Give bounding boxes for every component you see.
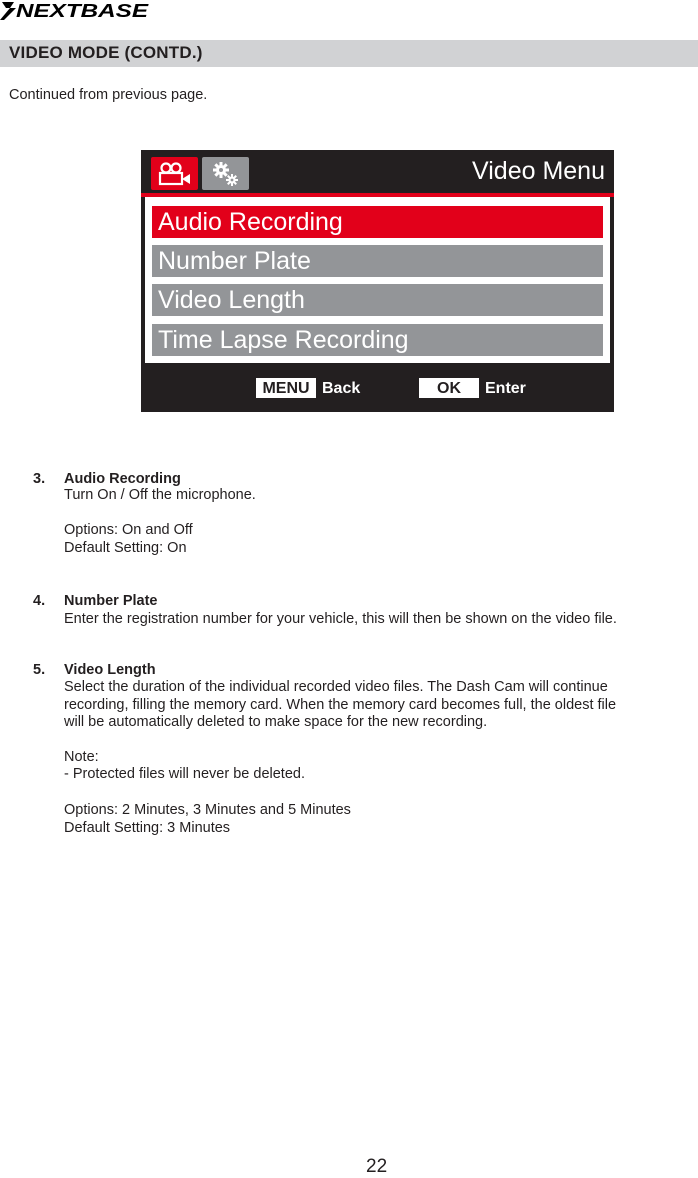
- section-default: Default Setting: On: [64, 540, 187, 556]
- section-default: Default Setting: 3 Minutes: [64, 820, 231, 836]
- note-text: - Protected files will never be deleted.: [64, 766, 305, 782]
- menu-item-time-lapse-recording: Time Lapse Recording: [152, 324, 603, 356]
- section-title-number-plate: Number Plate: [64, 593, 158, 609]
- svg-text:NEXTBASE: NEXTBASE: [16, 1, 150, 21]
- section-number: 3.: [33, 471, 46, 487]
- section-options: Options: On and Off: [64, 522, 193, 538]
- page-number: 22: [366, 1156, 388, 1177]
- menu-item-number-plate: Number Plate: [152, 245, 603, 277]
- menu-item-audio-recording: Audio Recording: [152, 206, 603, 238]
- section-number: 5.: [33, 662, 46, 678]
- screen-header: [141, 150, 614, 196]
- section-options: Options: 2 Minutes, 3 Minutes and 5 Minutes: [64, 802, 351, 818]
- screen-footer: [141, 364, 614, 412]
- menu-list: [145, 197, 610, 363]
- tab-video-mode: [151, 157, 198, 190]
- section-title-audio-recording: Audio Recording: [64, 471, 181, 487]
- settings-gears-icon: [202, 157, 249, 190]
- menu-item-video-length: Video Length: [152, 284, 603, 316]
- ok-key: OK: [419, 378, 479, 398]
- note-title: Note:: [64, 749, 99, 765]
- section-description: Turn On / Off the microphone.: [64, 487, 256, 503]
- enter-label: Enter: [485, 380, 526, 397]
- tab-settings: [202, 157, 249, 190]
- section-number: 4.: [33, 593, 46, 609]
- section-title: VIDEO MODE (CONTD.): [9, 43, 203, 62]
- nextbase-logo: [0, 0, 150, 22]
- section-header-bar: [0, 40, 698, 67]
- device-menu-screen: [141, 150, 614, 412]
- intro-text: Continued from previous page.: [9, 87, 208, 103]
- section-description-line: Select the duration of the individual recorded video files. The Dash Cam will continue: [64, 679, 608, 695]
- section-description: Enter the registration number for your vehicle, this will then be shown on the video file.: [64, 611, 617, 627]
- video-camera-icon: [151, 157, 198, 190]
- back-label: Back: [322, 380, 361, 397]
- section-title-video-length: Video Length: [64, 662, 156, 678]
- screen-menu-title: Video Menu: [472, 157, 605, 185]
- section-description-line: will be automatically deleted to make space for the new recording.: [64, 714, 488, 730]
- menu-key: MENU: [256, 378, 316, 398]
- section-description-line: recording, filling the memory card. When the memory card becomes full, the oldest file: [64, 697, 617, 713]
